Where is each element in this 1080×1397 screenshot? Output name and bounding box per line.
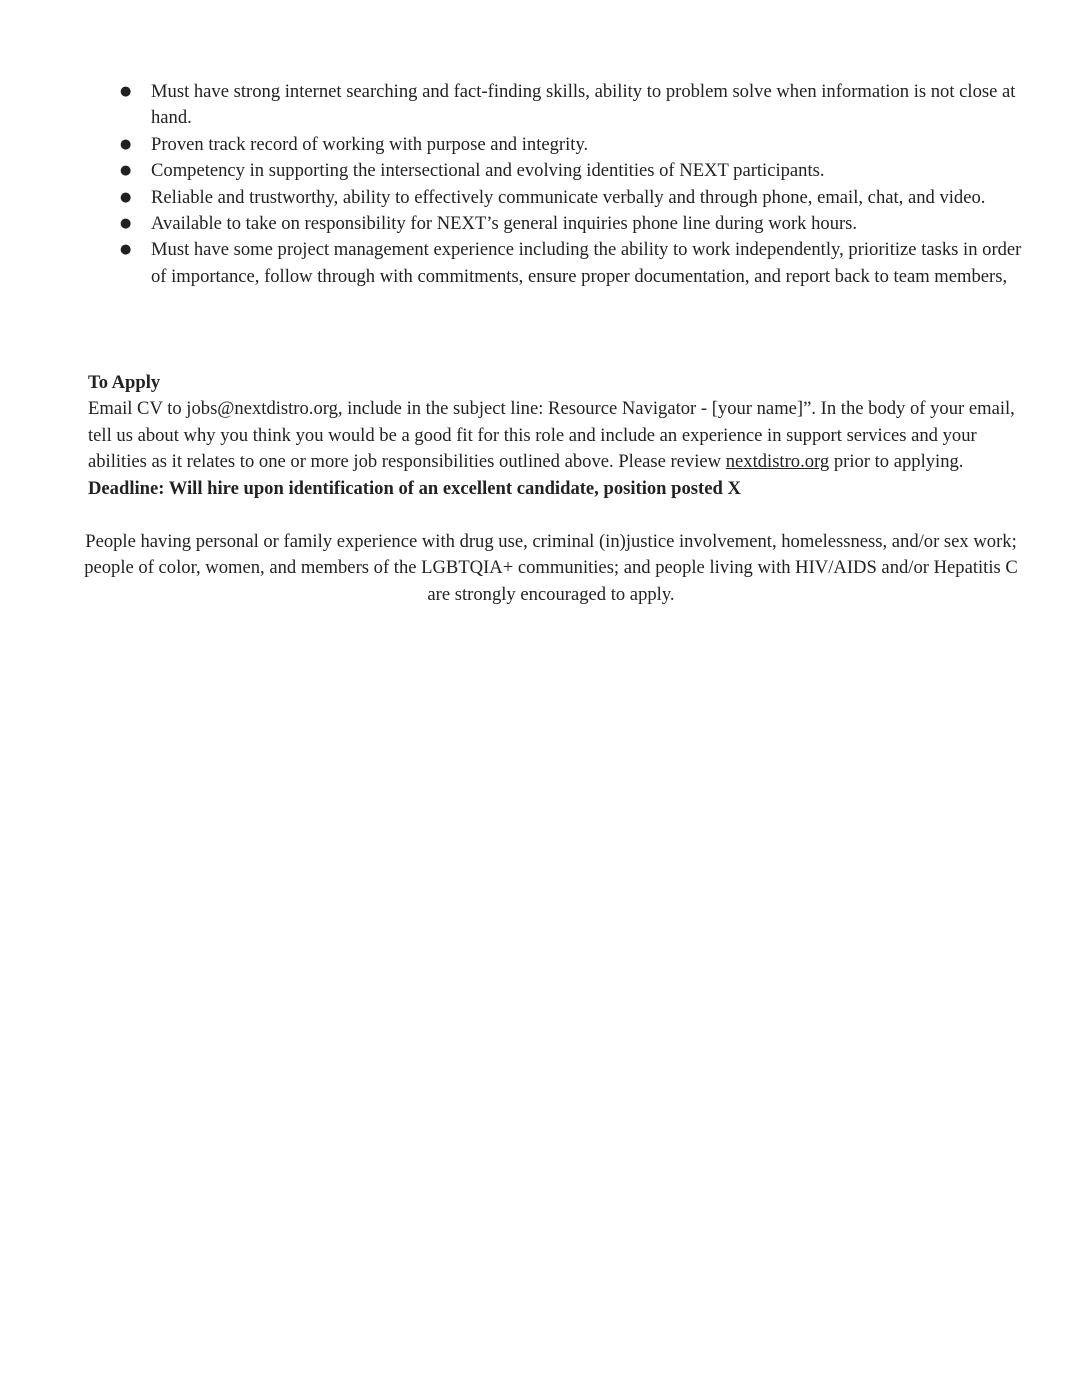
to-apply-section	[88, 370, 1023, 502]
apply-paragraph	[88, 396, 1023, 502]
list-item	[88, 211, 1028, 237]
deadline-text: Deadline: Will hire upon identification of an excellent candidate, position posted X	[88, 477, 741, 499]
list-item	[88, 132, 1028, 158]
list-item-text: Reliable and trustworthy, ability to effectively communicate verbally and through phone, email, chat, and video.	[151, 186, 986, 208]
bullet-icon: ●	[120, 136, 132, 152]
list-item-text: Competency in supporting the intersectional and evolving identities of NEXT participants.	[151, 160, 825, 182]
section-heading: To Apply	[88, 372, 161, 393]
list-item	[88, 158, 1028, 184]
list-item	[88, 237, 1028, 290]
bullet-icon: ●	[120, 163, 132, 179]
qualifications-list	[88, 79, 1028, 290]
equal-opportunity-statement: People having personal or family experience with drug use, criminal (in)justice involvement, homelessness, and/or sex work; people of color, women, and members of the LGBTQIA+ communities; and people living with HIV/AIDS and/or Hepatitis C are strongly encouraged to apply.	[84, 531, 1018, 605]
apply-body-text: Email CV to jobs@nextdistro.org, include in the subject line: Resource Navigator - [your name]”. In the body of your email, tell us about why you think you would be a good fit for this role and include an experience in support services and your abilities as it relates to one or more job responsibilities outlined above. Please review	[88, 398, 1015, 473]
list-item	[88, 79, 1028, 132]
apply-body-text-continued: prior to applying.	[829, 451, 964, 473]
list-item-text: Must have some project management experience including the ability to work independently, prioritize tasks in order of importance, follow through with commitments, ensure proper documentation, and report back to team members,	[151, 239, 1022, 287]
list-item	[88, 185, 1028, 211]
bullet-icon: ●	[120, 84, 132, 99]
bullet-icon: ●	[120, 189, 132, 205]
bullet-icon: ●	[120, 242, 132, 258]
website-link[interactable]: nextdistro.org	[725, 451, 830, 473]
list-item-text: Available to take on responsibility for NEXT’s general inquiries phone line during work hours.	[151, 213, 858, 235]
list-item-text: Proven track record of working with purpose and integrity.	[151, 133, 589, 155]
bullet-icon: ●	[120, 216, 132, 232]
list-item-text: Must have strong internet searching and fact-finding skills, ability to problem solve when information is not close at hand.	[151, 81, 1016, 129]
